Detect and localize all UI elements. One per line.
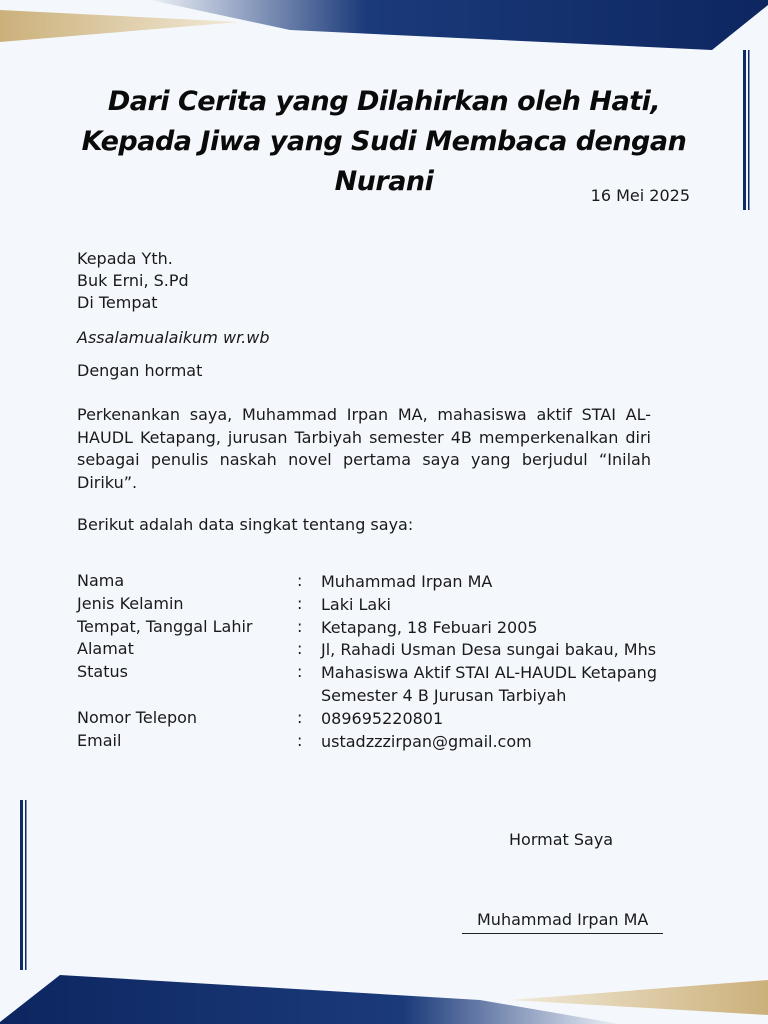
detail-value: Jl, Rahadi Usman Desa sungai bakau, Mhs [321, 640, 657, 659]
signature-name: Muhammad Irpan MA [477, 910, 649, 929]
salutation: Dengan hormat [77, 361, 203, 380]
letter-date: 16 Mei 2025 [590, 186, 690, 205]
right-vertical-line [748, 50, 750, 210]
recipient-line-2: Buk Erni, S.Pd [77, 271, 189, 290]
recipient-line-1: Kepada Yth. [77, 249, 173, 268]
closing: Hormat Saya [509, 830, 614, 849]
detail-label: Jenis Kelamin [77, 594, 184, 613]
detail-value: Mahasiswa Aktif STAI AL-HAUDL Ketapang [321, 663, 657, 682]
detail-value: 089695220801 [321, 709, 444, 728]
detail-label: Email [77, 731, 122, 750]
detail-label: Alamat [77, 639, 134, 658]
detail-label: Nama [77, 571, 125, 590]
title-line-2: Kepada Jiwa yang Sudi Membaca dengan Nurani [81, 126, 687, 197]
right-vertical-line [743, 50, 746, 210]
bottom-gold-band [510, 980, 768, 1015]
left-vertical-line [25, 800, 27, 970]
detail-value: Ketapang, 18 Febuari 2005 [321, 618, 538, 637]
detail-colon: : [297, 639, 303, 658]
detail-value-continued: Semester 4 B Jurusan Tarbiyah [321, 686, 567, 705]
detail-label: Nomor Telepon [77, 708, 198, 727]
detail-label: Status [77, 662, 128, 681]
detail-label: Tempat, Tanggal Lahir [77, 617, 253, 636]
detail-value: ustadzzzirpan@gmail.com [321, 732, 532, 751]
detail-colon: : [297, 617, 303, 636]
detail-value: Laki Laki [321, 595, 391, 614]
recipient-line-3: Di Tempat [77, 293, 158, 312]
detail-colon: : [297, 708, 303, 727]
top-navy-band [150, 0, 768, 50]
signature-line [462, 933, 663, 934]
greeting: Assalamualaikum wr.wb [77, 328, 270, 347]
title-line-1: Dari Cerita yang Dilahirkan oleh Hati, [107, 86, 661, 117]
data-intro: Berikut adalah data singkat tentang saya: [77, 515, 414, 534]
detail-colon: : [297, 731, 303, 750]
detail-colon: : [297, 662, 303, 681]
detail-value: Muhammad Irpan MA [321, 572, 493, 591]
detail-colon: : [297, 571, 303, 590]
intro-paragraph: Perkenankan saya, Muhammad Irpan MA, mahasiswa aktif STAI AL-HAUDL Ketapang, jurusan Tarbiyah semester 4B memperkenalkan diri sebagai penulis naskah novel pertama saya yang berjudul “Inilah Diriku”. [77, 405, 651, 492]
top-gold-band [0, 10, 240, 42]
detail-colon: : [297, 594, 303, 613]
left-vertical-line [20, 800, 23, 970]
